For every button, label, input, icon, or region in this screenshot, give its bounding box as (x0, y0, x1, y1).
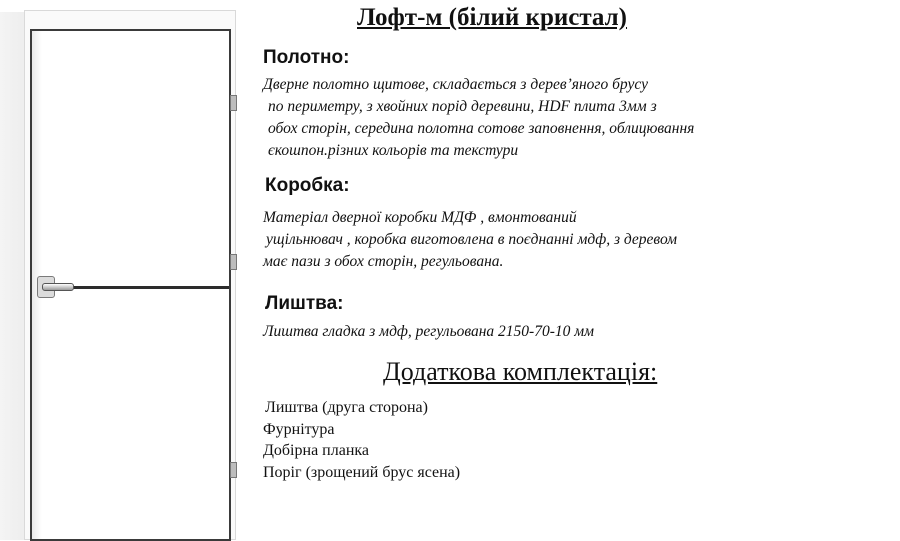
desc-line: Лиштва гладка з мдф, регульована 2150-70-10 мм (263, 323, 595, 340)
list-item: Добірна планка (263, 442, 370, 459)
desc-line: єкошпон.різних кольорів та текстури (268, 142, 519, 159)
section-heading-casing: Лиштва: (265, 293, 344, 314)
list-item: Лиштва (друга сторона) (265, 399, 428, 416)
desc-line: ущільнювач , коробка виготовлена в поєднанні мдф, з деревом (266, 231, 678, 248)
section-desc-frame (263, 207, 677, 273)
hinge-icon (230, 254, 237, 270)
door-decorative-strip (66, 286, 229, 289)
section-desc-leaf (263, 74, 694, 162)
list-item: Фурнітура (263, 420, 335, 438)
desc-line: обох сторін, середина полотна сотове заповнення, облицювання (268, 120, 695, 137)
section-heading-leaf: Полотно: (263, 47, 350, 68)
extras-heading: Додаткова комплектація: (383, 357, 658, 386)
desc-line: Дверне полотно щитове, складається з дерев’яного брусу (263, 76, 648, 93)
list-item: Поріг (зрощений брус ясена) (263, 463, 461, 481)
door-handle-icon (42, 283, 74, 291)
door-illustration (0, 0, 250, 540)
hinge-icon (230, 95, 237, 111)
section-desc-casing (263, 321, 594, 343)
desc-line: Матеріал дверної коробки МДФ , вмонтований (263, 209, 577, 226)
product-title: Лофт-м (білий кристал) (357, 4, 628, 31)
extras-list (263, 397, 460, 483)
desc-line: по периметру, з хвойних порід деревини, HDF плита 3мм з (268, 98, 657, 115)
hinge-icon (230, 462, 237, 478)
desc-line: має пази з обох сторін, регульована. (263, 253, 504, 270)
section-heading-frame: Коробка: (265, 175, 350, 196)
